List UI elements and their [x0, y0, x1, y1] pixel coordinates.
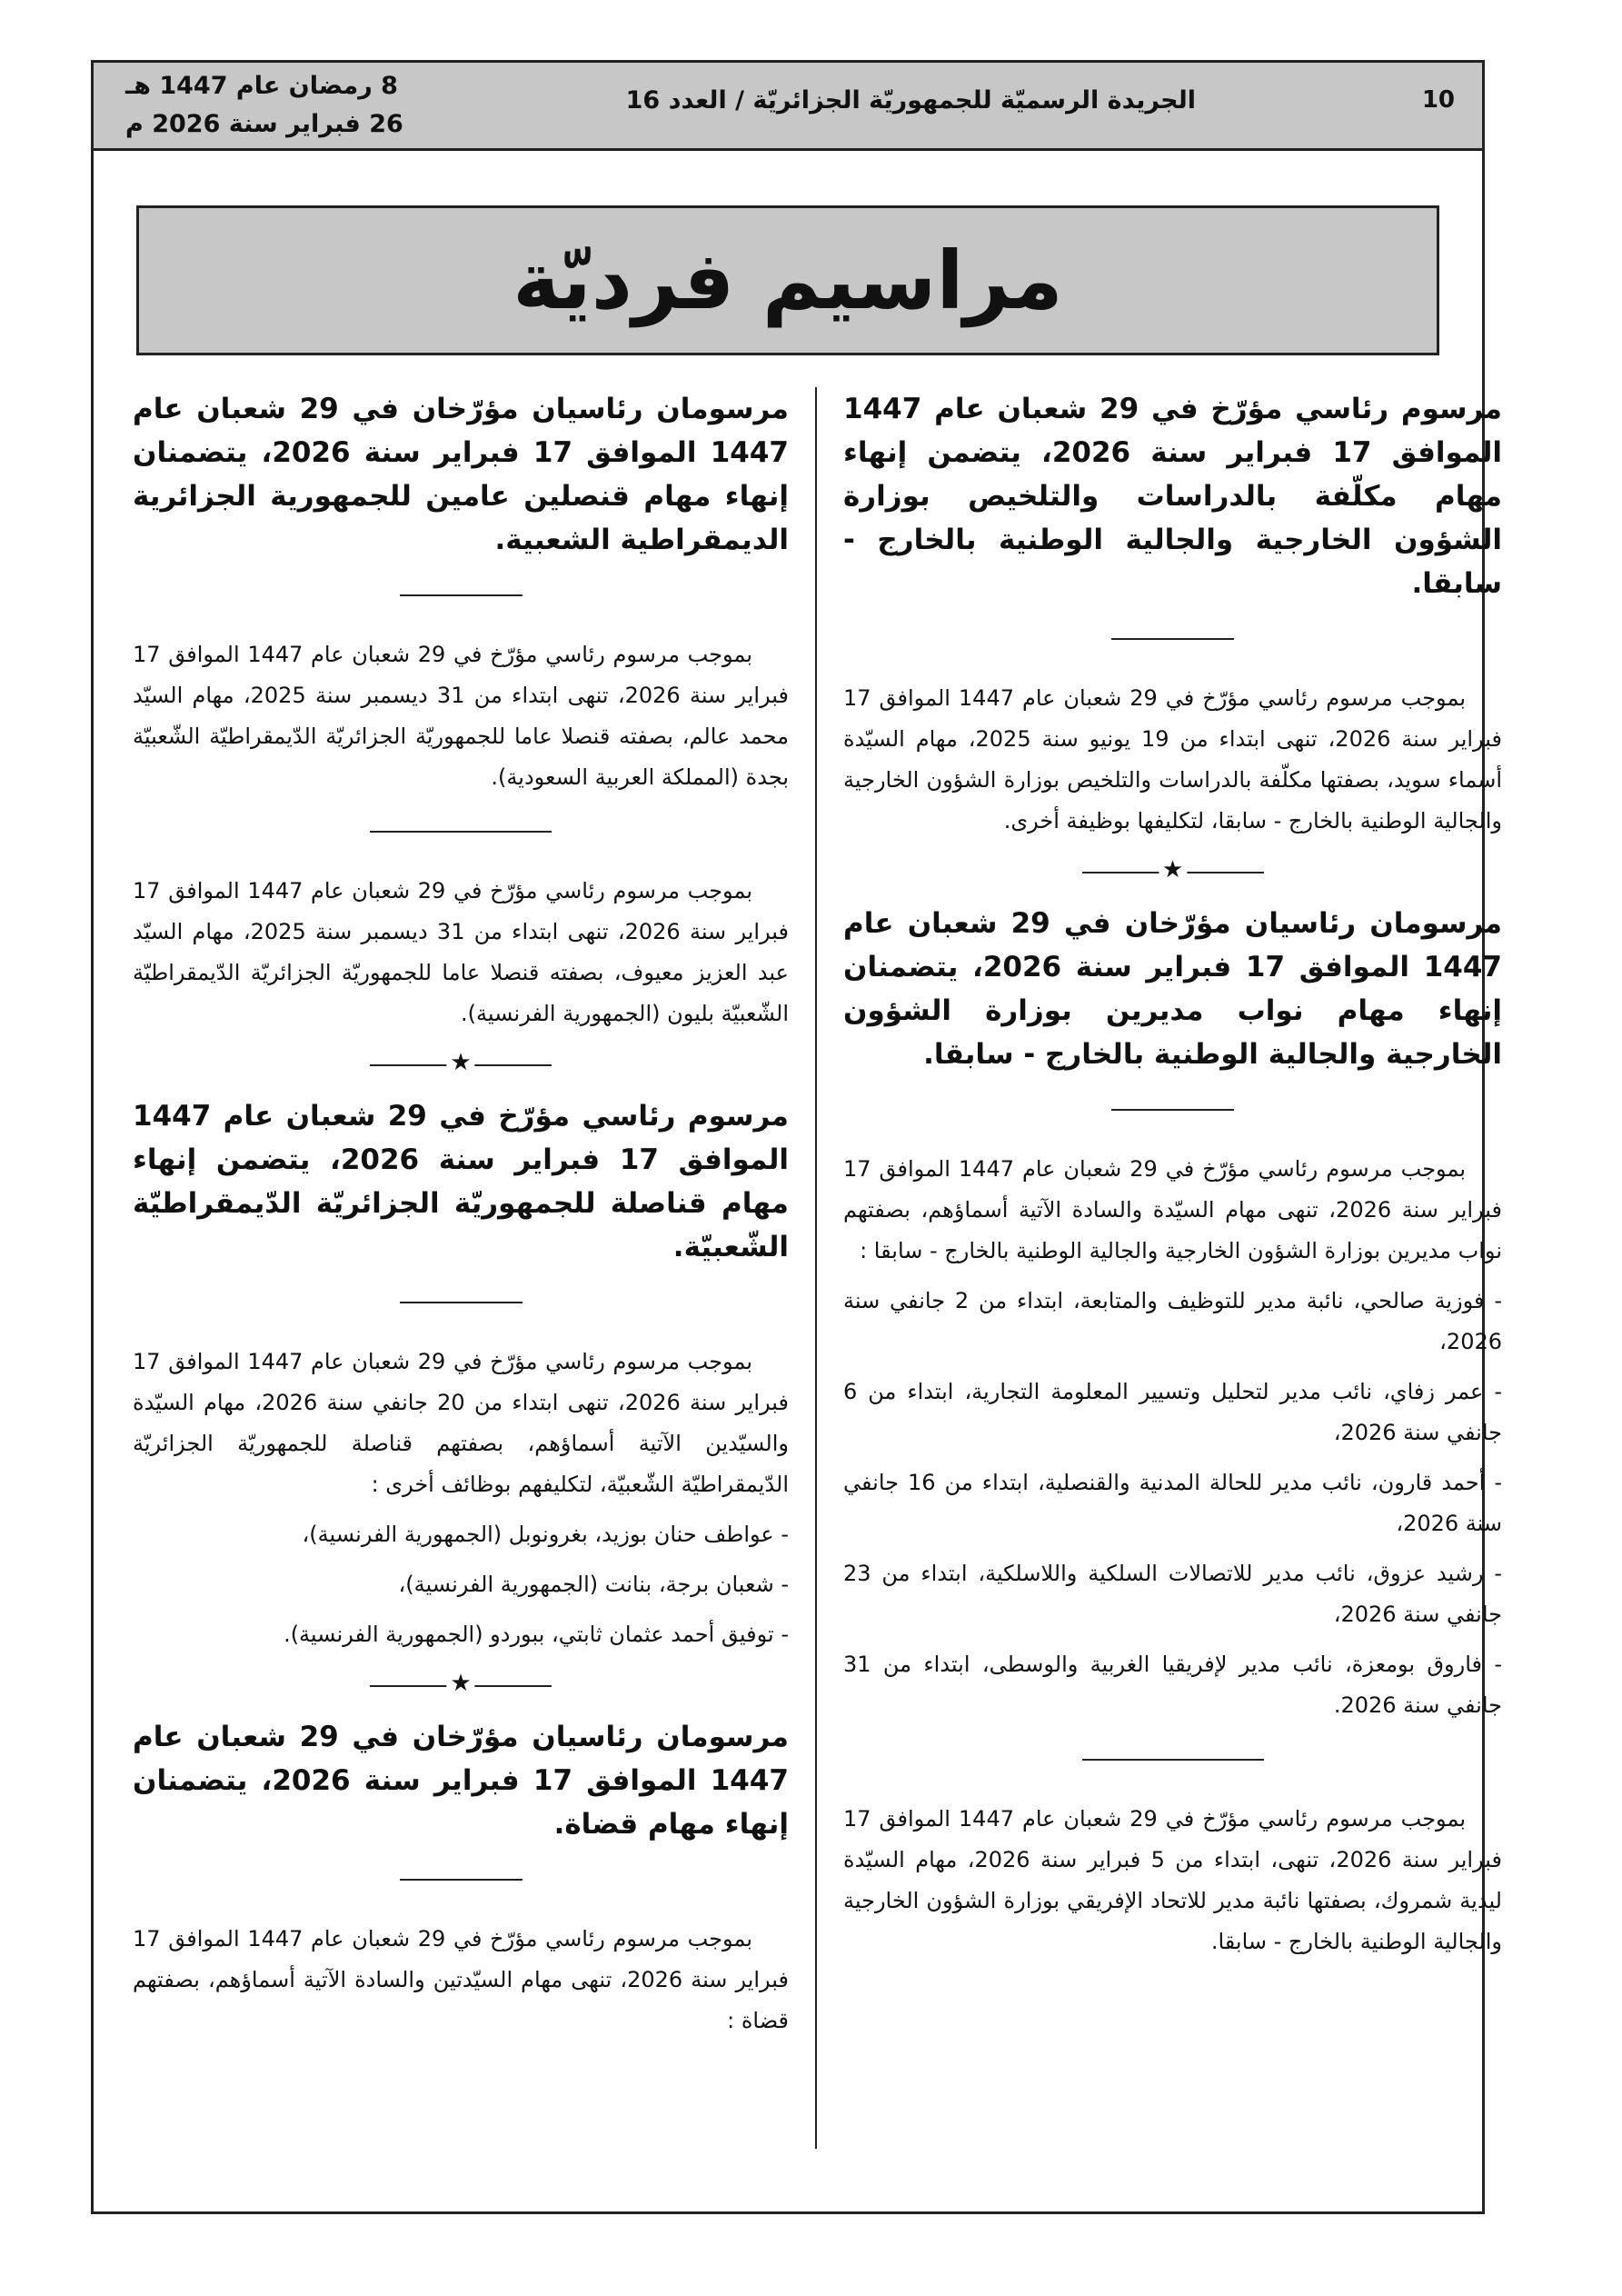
decree-body: بموجب مرسوم رئاسي مؤرّخ في 29 شعبان عام 1447 الموافق 17 فبراير سنة 2026، تنهى ابتداء من 31 ديسمبر سنة 2025، مهام السيّد محمد عالم، بصفته قنصلا عاما للجمهوريّة الجزائريّة الدّيمقراطيّة الشّعبيّة بجدة (المملكة العربية السعودية).	[133, 642, 789, 790]
star-separator	[370, 1670, 552, 1697]
section-title-box	[136, 205, 1439, 355]
decree-heading: مرسوم رئاسي مؤرّخ في 29 شعبان عام 1447 الموافق 17 فبراير سنة 2026، يتضمن إنهاء مهام قناصلة للجمهوريّة الجزائريّة الدّيمقراطيّة الشّعبيّة.	[133, 1100, 790, 1263]
decree-body: بموجب مرسوم رئاسي مؤرّخ في 29 شعبان عام 1447 الموافق 17 فبراير سنة 2026، تنهى مهام السيّدتين والسادة الآتية أسماؤهم، بصفتهم قضاة :	[133, 1926, 790, 2033]
column-left	[133, 387, 789, 2041]
page-number: 10	[1421, 86, 1455, 114]
star-icon: ★	[446, 1049, 474, 1076]
section-title: مراسيم فرديّة	[512, 234, 1063, 327]
decree-body: بموجب مرسوم رئاسي مؤرّخ في 29 شعبان عام 1447 الموافق 17 فبراير سنة 2026، تنهى ابتداء من 20 جانفي سنة 2026، مهام السيّدة والسيّدين الآتية أسماؤهم، بصفتهم قناصلة للجمهوريّة الجزائريّة الدّيمقراطيّة الشّعبيّة، لتكليفهم بوظائف أخرى :	[133, 1349, 790, 1497]
short-rule	[400, 594, 522, 596]
short-rule	[1111, 638, 1234, 640]
column-right	[843, 387, 1502, 1962]
star-icon: ★	[446, 1670, 474, 1697]
list-item: - توفيق أحمد عثمان ثابتي، ببوردو (الجمهورية الفرنسية).	[284, 1622, 789, 1647]
star-separator	[370, 1049, 552, 1076]
short-rule	[1111, 1109, 1234, 1111]
journal-title: الجريدة الرسميّة للجمهوريّة الجزائريّة / العدد 16	[625, 86, 1196, 115]
decree-body: بموجب مرسوم رئاسي مؤرّخ في 29 شعبان عام 1447 الموافق 17 فبراير سنة 2026، تنهى ابتداء من 19 يونيو سنة 2025، مهام السيّدة أسماء سويد، بصفتها مكلّفة بالدراسات والتلخيص بوزارة الشؤون الخارجية والجالية الوطنية بالخارج - سابقا، لتكليفها بوظيفة أخرى.	[843, 685, 1503, 834]
decree-heading: مرسومان رئاسيان مؤرّخان في 29 شعبان عام 1447 الموافق 17 فبراير سنة 2026، يتضمنان إنهاء مهام نواب مديرين بوزارة الشؤون الخارجية والجالية الوطنية بالخارج - سابقا.	[843, 907, 1502, 1071]
date-hijri: 8 رمضان عام 1447 هـ	[125, 72, 398, 100]
list-item: - فوزية صالحي، نائبة مدير للتوظيف والمتابعة، ابتداء من 2 جانفي سنة 2026،	[843, 1288, 1503, 1354]
decree-heading: مرسومان رئاسيان مؤرّخان في 29 شعبان عام 1447 الموافق 17 فبراير سنة 2026، يتضمنان إنهاء مهام قنصلين عامين للجمهورية الجزائرية الديمقراطية الشعبية.	[133, 393, 789, 556]
list-item: - أحمد قارون، نائب مدير للحالة المدنية والقنصلية، ابتداء من 16 جانفي سنة 2026،	[843, 1470, 1502, 1536]
column-divider	[815, 387, 817, 2149]
decree-heading: مرسومان رئاسيان مؤرّخان في 29 شعبان عام 1447 الموافق 17 فبراير سنة 2026، يتضمنان إنهاء مهام قضاة.	[133, 1721, 789, 1841]
decree-body: بموجب مرسوم رئاسي مؤرّخ في 29 شعبان عام 1447 الموافق 17 فبراير سنة 2026، تنهى ابتداء من 31 ديسمبر سنة 2025، مهام السيّد عبد العزيز معيوف، بصفته قنصلا عاما للجمهوريّة الجزائريّة الدّيمقراطيّة الشّعبيّة بليون (الجمهورية الفرنسية).	[133, 878, 789, 1026]
list-item: - فاروق بومعزة، نائب مدير لإفريقيا الغربية والوسطى، ابتداء من 31 جانفي سنة 2026.	[843, 1652, 1502, 1718]
decree-body: بموجب مرسوم رئاسي مؤرّخ في 29 شعبان عام 1447 الموافق 17 فبراير سنة 2026، تنهى مهام السيّدة والسادة الآتية أسماؤهم، بصفتهم نواب مديرين بوزارة الشؤون الخارجية والجالية الوطنية بالخارج - سابقا :	[843, 1156, 1502, 1263]
list-item: - شعبان برجة، بنانت (الجمهورية الفرنسية)،	[398, 1572, 789, 1597]
star-icon: ★	[1159, 856, 1187, 883]
short-rule	[400, 1302, 522, 1303]
decree-body: بموجب مرسوم رئاسي مؤرّخ في 29 شعبان عام 1447 الموافق 17 فبراير سنة 2026، تنهى، ابتداء من 5 فبراير سنة 2026، مهام السيّدة ليدية شمروك، بصفتها نائبة مدير للاتحاد الإفريقي بوزارة الشؤون الخارجية والجالية الوطنية بالخارج - سابقا.	[843, 1806, 1502, 1954]
page-header	[91, 60, 1485, 151]
rule	[1082, 1759, 1264, 1761]
decree-heading: مرسوم رئاسي مؤرّخ في 29 شعبان عام 1447 الموافق 17 فبراير سنة 2026، يتضمن إنهاء مهام مكلّفة بالدراسات والتلخيص بوزارة الشؤون الخارجية والجالية الوطنية بالخارج - سابقا.	[843, 393, 1502, 600]
date-gregorian: 26 فبراير سنة 2026 م	[125, 110, 403, 138]
list-item: - رشيد عزوق، نائب مدير للاتصالات السلكية واللاسلكية، ابتداء من 23 جانفي سنة 2026،	[843, 1561, 1502, 1627]
star-separator	[1082, 856, 1264, 883]
rule	[370, 831, 552, 833]
list-item: - عمر زفاي، نائب مدير لتحليل وتسيير المعلومة التجارية، ابتداء من 6 جانفي سنة 2026،	[843, 1379, 1502, 1445]
short-rule	[400, 1879, 522, 1881]
list-item: - عواطف حنان بوزيد، بغرونوبل (الجمهورية الفرنسية)،	[302, 1522, 789, 1547]
